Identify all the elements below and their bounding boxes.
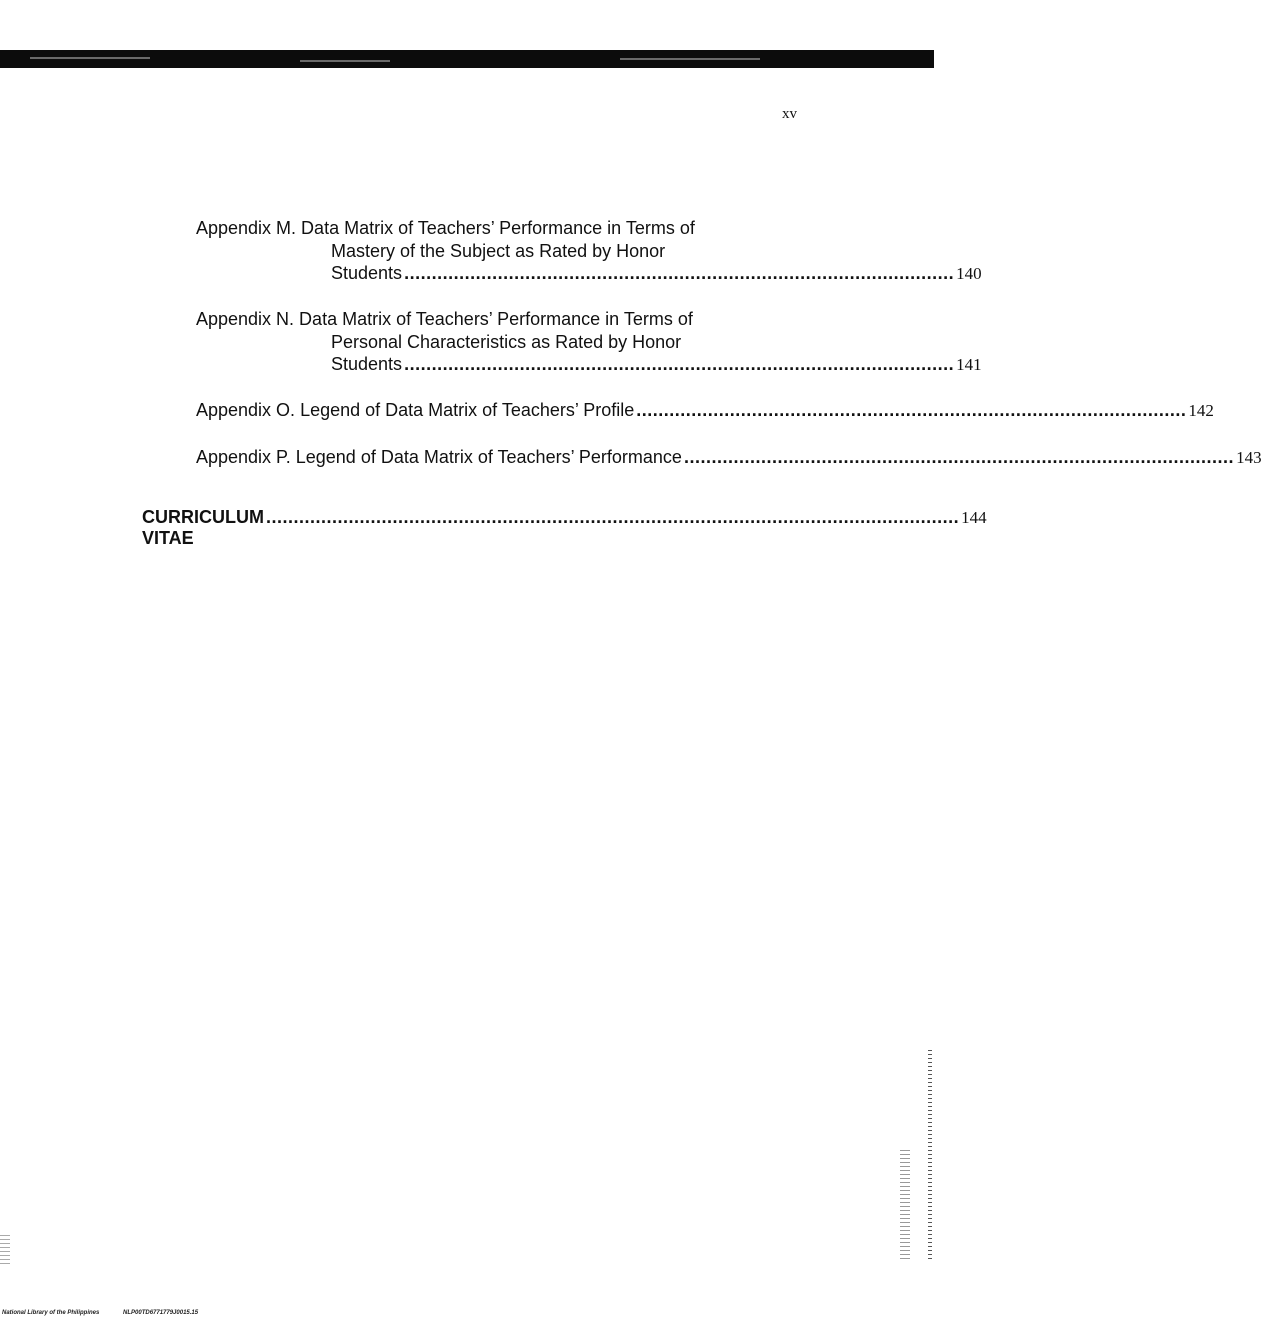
toc-entry-line: Appendix N. Data Matrix of Teachers’ Performance in Terms of — [196, 309, 693, 329]
toc-entry-line: Appendix P. Legend of Data Matrix of Teachers’ Performance — [196, 447, 682, 467]
toc-entry-appendix-m[interactable] — [196, 217, 982, 286]
toc-entry-line: Students — [331, 354, 403, 374]
dot-leader: .................................................................................................... — [404, 354, 955, 374]
toc-entry-curriculum-vitae[interactable] — [142, 507, 987, 549]
scan-edge-noise — [900, 1150, 910, 1260]
toc-page-number: 144 — [961, 508, 987, 527]
toc-entry-line: Appendix O. Legend of Data Matrix of Teachers’ Profile — [196, 400, 635, 420]
dot-leader: .................................................................................................... — [636, 400, 1187, 420]
dot-leader: .................................................................................................... — [683, 447, 1235, 467]
toc-page-number: 141 — [956, 355, 982, 374]
toc-entry-label: CURRICULUM VITAE — [142, 507, 264, 548]
footer-code: NLP00TD6771779J0015.15 — [123, 1310, 199, 1316]
toc-entry-appendix-o[interactable] — [196, 399, 1214, 423]
toc-entry-line: Personal Characteristics as Rated by Honor — [331, 331, 682, 352]
toc-entry-line: Mastery of the Subject as Rated by Honor — [331, 240, 666, 261]
toc-entry-line: Appendix M. Data Matrix of Teachers’ Performance in Terms of — [196, 218, 695, 238]
scan-footer — [2, 1310, 220, 1316]
toc-entry-appendix-n[interactable] — [196, 308, 982, 377]
scan-edge-noise — [0, 1235, 10, 1265]
toc-entry-line: Students — [331, 263, 403, 283]
scan-edge-noise — [928, 1050, 932, 1260]
toc-page-number: 140 — [956, 264, 982, 283]
toc-page-number: 142 — [1188, 401, 1214, 420]
toc-entry-appendix-p[interactable] — [196, 446, 1262, 470]
page-number: xv — [782, 106, 797, 122]
scan-top-bar — [0, 50, 934, 68]
dot-leader: .................................................................................................... — [404, 263, 955, 283]
toc-page-number: 143 — [1236, 448, 1262, 467]
footer-library: National Library of the Philippines — [2, 1310, 100, 1316]
dot-leader: .............................................................................................................................. — [265, 507, 960, 527]
